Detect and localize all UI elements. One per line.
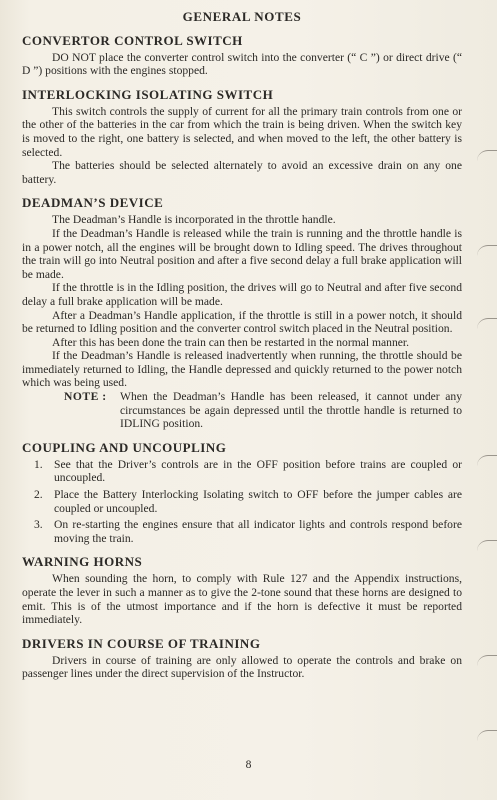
margin-mark xyxy=(477,540,497,551)
list-number: 3. xyxy=(34,518,43,532)
page-number: 8 xyxy=(245,758,252,771)
list-item xyxy=(22,458,462,485)
margin-mark xyxy=(477,245,497,256)
list-number: 2. xyxy=(34,488,43,502)
margin-mark xyxy=(477,730,497,741)
note-text: When the Deadman’s Handle has been released, it cannot under any circumstances be again depressed until the throttle handle is returned to IDLING position. xyxy=(120,390,462,431)
paragraph: The batteries should be selected alternately to avoid an excessive drain on any one battery. xyxy=(22,159,462,186)
paragraph: After this has been done the train can then be restarted in the normal manner. xyxy=(52,335,410,349)
paragraph: This switch controls the supply of current for all the primary train controls from one or the other of the batteries in the car from which the train is being driven. When the switch key is moved to the right, one battery is selected, and when moved to the left, the other battery is selected. xyxy=(22,104,462,159)
heading-convertor-control-switch: CONVERTOR CONTROL SWITCH xyxy=(22,32,243,48)
heading-deadmans-device: DEADMAN’S DEVICE xyxy=(22,195,164,211)
list-item xyxy=(22,488,462,515)
list-number: 1. xyxy=(34,457,43,471)
heading-coupling-and-uncoupling: COUPLING AND UNCOUPLING xyxy=(22,439,227,455)
list-item xyxy=(22,518,462,545)
margin-mark xyxy=(477,150,497,161)
paragraph: The Deadman’s Handle is incorporated in the throttle handle. xyxy=(52,213,336,227)
heading-interlocking-isolating-switch: INTERLOCKING ISOLATING SWITCH xyxy=(22,86,274,102)
margin-mark xyxy=(477,318,497,329)
margin-mark xyxy=(477,455,497,466)
paragraph: DO NOT place the converter control switch into the converter (“ C ”) or direct drive (“ D ”) positions with the engines stopped. xyxy=(22,50,462,78)
document-body xyxy=(22,10,462,681)
paragraph: When sounding the horn, to comply with Rule 127 and the Appendix instructions, operate the lever in such a manner as to give the 2-tone sound that these horns are designed to emit. This is of the utmost importance and if the horn is defective it must be reported immediately. xyxy=(22,572,462,627)
margin-mark xyxy=(477,655,497,666)
paragraph: If the throttle is in the Idling position, the drives will go to Neutral and after five second delay a full brake application will be made. xyxy=(22,281,462,308)
paragraph: Drivers in course of training are only allowed to operate the controls and brake on passenger lines under the direct supervision of the Instructor. xyxy=(22,653,462,681)
list-item-text: See that the Driver’s controls are in the OFF position before trains are coupled or uncoupled. xyxy=(54,457,462,485)
paragraph: If the Deadman’s Handle is released inadvertently when running, the throttle should be immediately returned to Idling, the Handle depressed and quickly returned to the power notch which was being used. xyxy=(22,349,462,390)
heading-warning-horns: WARNING HORNS xyxy=(22,554,143,570)
note-block xyxy=(64,390,462,431)
note-label: NOTE : xyxy=(64,390,107,404)
numbered-list xyxy=(22,458,462,546)
paragraph: If the Deadman’s Handle is released while the train is running and the throttle handle is in a power notch, all the engines will be brought down to Idling speed. The drives throughout the train will go into Neutral position and after a five second delay a full brake application will be made. xyxy=(22,226,462,281)
list-item-text: On re-starting the engines ensure that all indicator lights and controls respond before moving the train. xyxy=(54,518,462,545)
list-item-text: Place the Battery Interlocking Isolating switch to OFF before the jumper cables are coupled or uncoupled. xyxy=(54,488,462,515)
heading-drivers-in-course-of-training: DRIVERS IN COURSE OF TRAINING xyxy=(22,635,261,651)
page-title: GENERAL NOTES xyxy=(182,9,302,24)
paragraph: After a Deadman’s Handle application, if the throttle is still in a power notch, it should be returned to Idling position and the converter control switch placed in the Neutral position. xyxy=(22,308,462,336)
